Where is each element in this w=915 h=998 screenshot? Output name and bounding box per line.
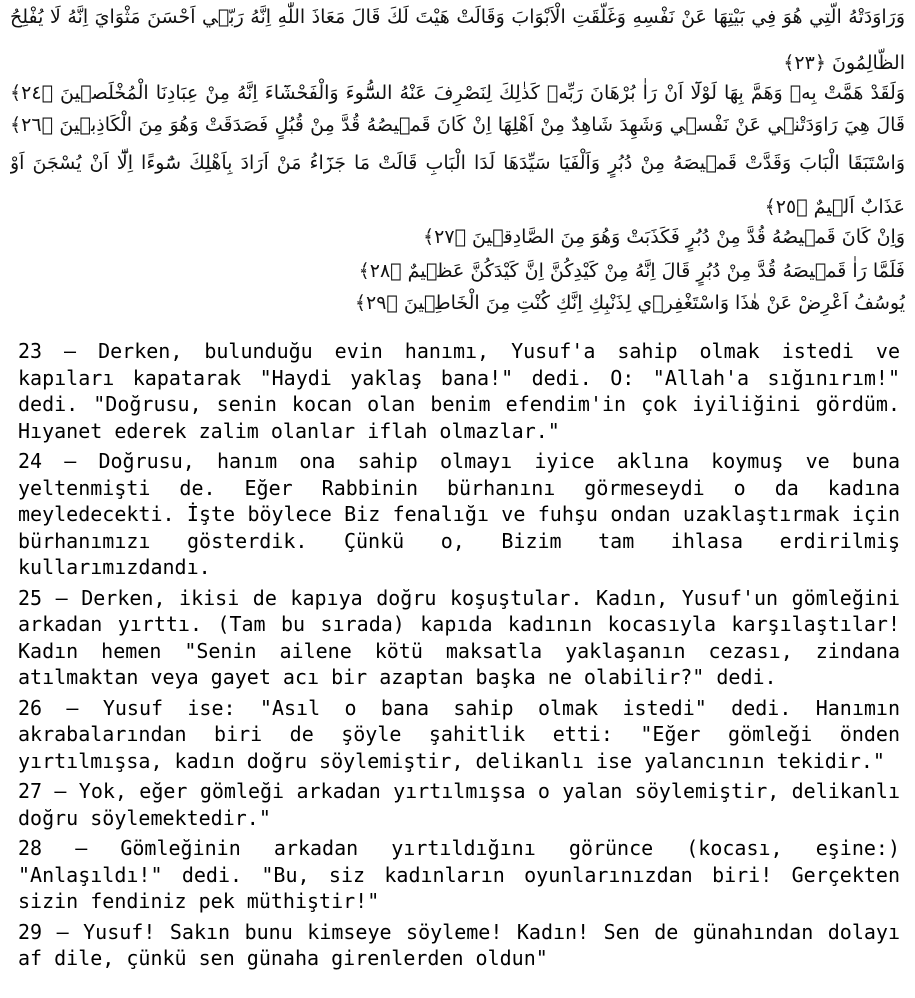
- arabic-line: قَالَ هِيَ رَاوَدَتْن۪ي عَنْ نَفْس۪ي وَشَهِدَ شَاهِدٌ مِنْ اَهْلِهَا اِنْ كَانَ قَم۪يصُهُ قُدَّ مِنْ قُبُلٍ فَصَدَقَتْ وَهُوَ مِنَ الْكَاذِب۪ينَ ﴿٢٦﴾: [10, 114, 905, 136]
- verse-24-translation: 24 – Doğrusu, hanım ona sahip olmayı iyice aklına koymuş ve buna yeltenmişti de. Eğer Rabbinin bürhanını görmeseydi o da kadına meyledecekti. İşte böylece Biz fenalığı ve fuhşu ondan uzaklaştırmak için bürhanımızı gösterdik. Çünkü o, Bizim tam ihlasa erdirilmiş kullarımızdandı.: [18, 449, 900, 579]
- verse-23-translation: 23 – Derken, bulunduğu evin hanımı, Yusuf'a sahip olmak istedi ve kapıları kapatarak "Haydi yaklaş bana!" dedi. O: "Allah'a sığınırım!" dedi. "Doğrusu, senin kocan olan benim efendim'in çok iyiliğini gördüm. Hıyanet ederek zalim olanlar iflah olmazlar.": [18, 339, 900, 443]
- arabic-line: يُوسُفُ اَعْرِضْ عَنْ هٰذَا وَاسْتَغْفِر۪ي لِذَنْبِكِ اِنَّكِ كُنْتِ مِنَ الْخَاطِ۪ينَ ﴿٢٩﴾: [354, 292, 905, 314]
- verse-26-translation: 26 – Yusuf ise: "Asıl o bana sahip olmak istedi" dedi. Hanımın akrabalarından biri de şöyle şahitlik etti: "Eğer gömleği önden yırtılmışsa, kadın doğru söylemiştir, delikanlı ise yalancının tekidir.": [18, 695, 900, 773]
- arabic-line: الظَّالِمُونَ ﴿٢٣﴾: [783, 52, 905, 74]
- arabic-line: فَلَمَّا رَاٰ قَم۪يصَهُ قُدَّ مِنْ دُبُرٍ قَالَ اِنَّهُ مِنْ كَيْدِكُنَّ اِنَّ كَيْدَكُنَّ عَظ۪يمٌ ﴿٢٨﴾: [358, 260, 905, 282]
- turkish-translation: [18, 338, 900, 976]
- verse-28-translation: 28 – Gömleğinin arkadan yırtıldığını görünce (kocası, eşine:) "Anlaşıldı!" dedi. "Bu, siz kadınların oyunlarınızdan biri! Gerçekten sizin fendiniz pek müthiştir!": [18, 836, 900, 913]
- verse-25-translation: 25 – Derken, ikisi de kapıya doğru koşuştular. Kadın, Yusuf'un gömleğini arkadan yırttı. (Tam bu sırada) kapıda kadının kocasıyla karşılaştılar! Kadın hemen "Senin ailene kötü maksatla yaklaşanın cezası, zindana atılmaktan veya gayet acı bir azaptan başka ne olabilir?" dedi.: [18, 585, 900, 689]
- arabic-line: عَذَابٌ اَل۪يمٌ ﴿٢٥﴾: [764, 196, 905, 218]
- verse-27-translation: 27 – Yok, eğer gömleği arkadan yırtılmışsa o yalan söylemiştir, delikanlı doğru söylemektedir.": [18, 779, 900, 830]
- arabic-line: وَلَقَدْ هَمَّتْ بِه۪ وَهَمَّ بِهَا لَوْلَٓا اَنْ رَاٰ بُرْهَانَ رَبِّه۪ كَذٰلِكَ لِنَصْرِفَ عَنْهُ السُّٓوءَ وَالْفَحْشَٓاءَ اِنَّهُ مِنْ عِبَادِنَا الْمُخْلَص۪ينَ ﴿٢٤﴾: [10, 82, 905, 104]
- arabic-line: وَرَاوَدَتْهُ الَّتِي هُوَ فِي بَيْتِهَا عَنْ نَفْسِهِ وَغَلَّقَتِ الْاَبْوَابَ وَقَالَتْ هَيْتَ لَكَ قَالَ مَعَاذَ اللّٰهِ اِنَّهُ رَبّ۪ي اَحْسَنَ مَثْوَايَ اِنَّهُ لَا يُفْلِحُ: [10, 6, 905, 28]
- arabic-verses: [10, 0, 905, 318]
- arabic-line: وَاِنْ كَانَ قَم۪يصُهُ قُدَّ مِنْ دُبُرٍ فَكَذَبَتْ وَهُوَ مِنَ الصَّادِق۪ينَ ﴿٢٧﴾: [423, 226, 905, 248]
- verse-29-translation: 29 – Yusuf! Sakın bunu kimseye söyleme! Kadın! Sen de günahından dolayı af dile, çünkü sen günaha girenlerden oldun": [18, 919, 900, 970]
- arabic-line: وَاسْتَبَقَا الْبَابَ وَقَدَّتْ قَم۪يصَهُ مِنْ دُبُرٍ وَاَلْفَيَا سَيِّدَهَا لَدَا الْبَابِ قَالَتْ مَا جَزَٓاءُ مَنْ اَرَادَ بِاَهْلِكَ سُٓوءًا اِلَّٓا اَنْ يُسْجَنَ اَوْ: [10, 152, 905, 174]
